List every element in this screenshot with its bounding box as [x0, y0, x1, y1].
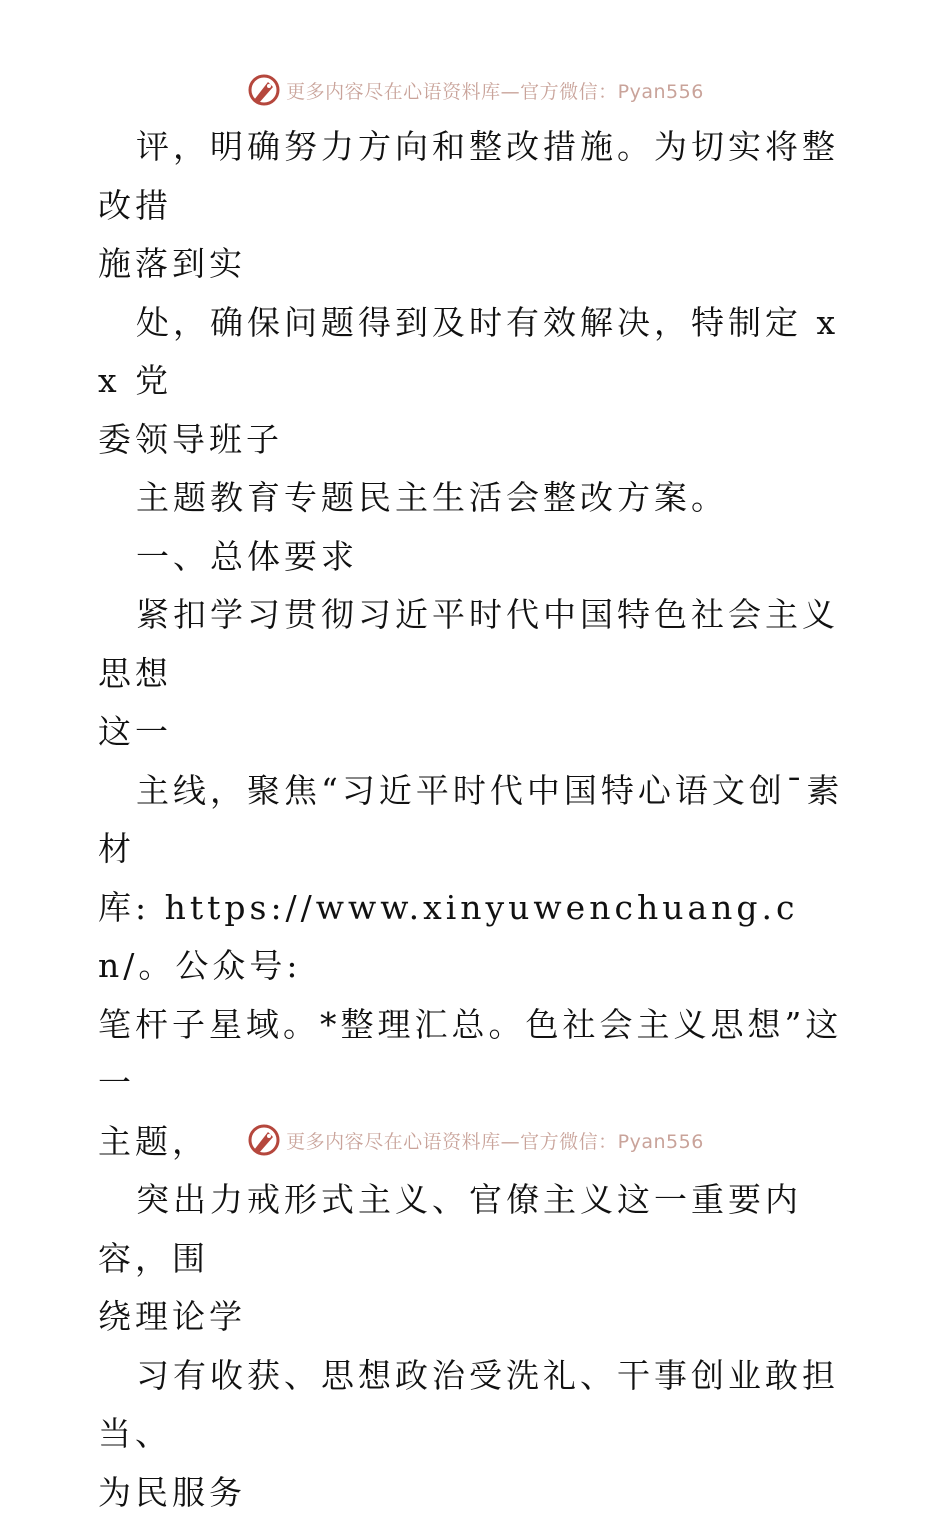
footer-watermark-banner	[0, 1120, 950, 1160]
pen-nib-logo-icon	[246, 72, 282, 108]
footer-banner-text: 更多内容尽在心语资料库—官方微信：Pyan556	[286, 1127, 704, 1154]
paragraph: 主线，聚焦“习近平时代中国特心语文创¯素材 库: https://www.xinyuwenchuang.cn/。公众号: 笔杆子星域。*整理汇总。色社会主义思想”这一 主题，	[98, 762, 858, 1172]
paragraph: 主题教育专题民主生活会整改方案。	[98, 469, 858, 528]
pen-nib-logo-icon	[246, 1122, 282, 1158]
paragraph: 处，确保问题得到及时有效解决，特制定 xx 党 委领导班子	[98, 294, 858, 470]
paragraph: 评，明确努力方向和整改措施。为切实将整改措 施落到实	[98, 118, 858, 294]
section-heading: 一、总体要求	[98, 528, 858, 587]
paragraph: 突出力戒形式主义、官僚主义这一重要内容，围 绕理论学	[98, 1171, 858, 1347]
paragraph: 紧扣学习贯彻习近平时代中国特色社会主义思想 这一	[98, 586, 858, 762]
header-watermark-banner	[0, 70, 950, 110]
document-body	[98, 118, 858, 1522]
header-banner-text: 更多内容尽在心语资料库—官方微信：Pyan556	[286, 77, 704, 104]
paragraph: 习有收获、思想政治受洗礼、干事创业敢担当、 为民服务	[98, 1347, 858, 1522]
